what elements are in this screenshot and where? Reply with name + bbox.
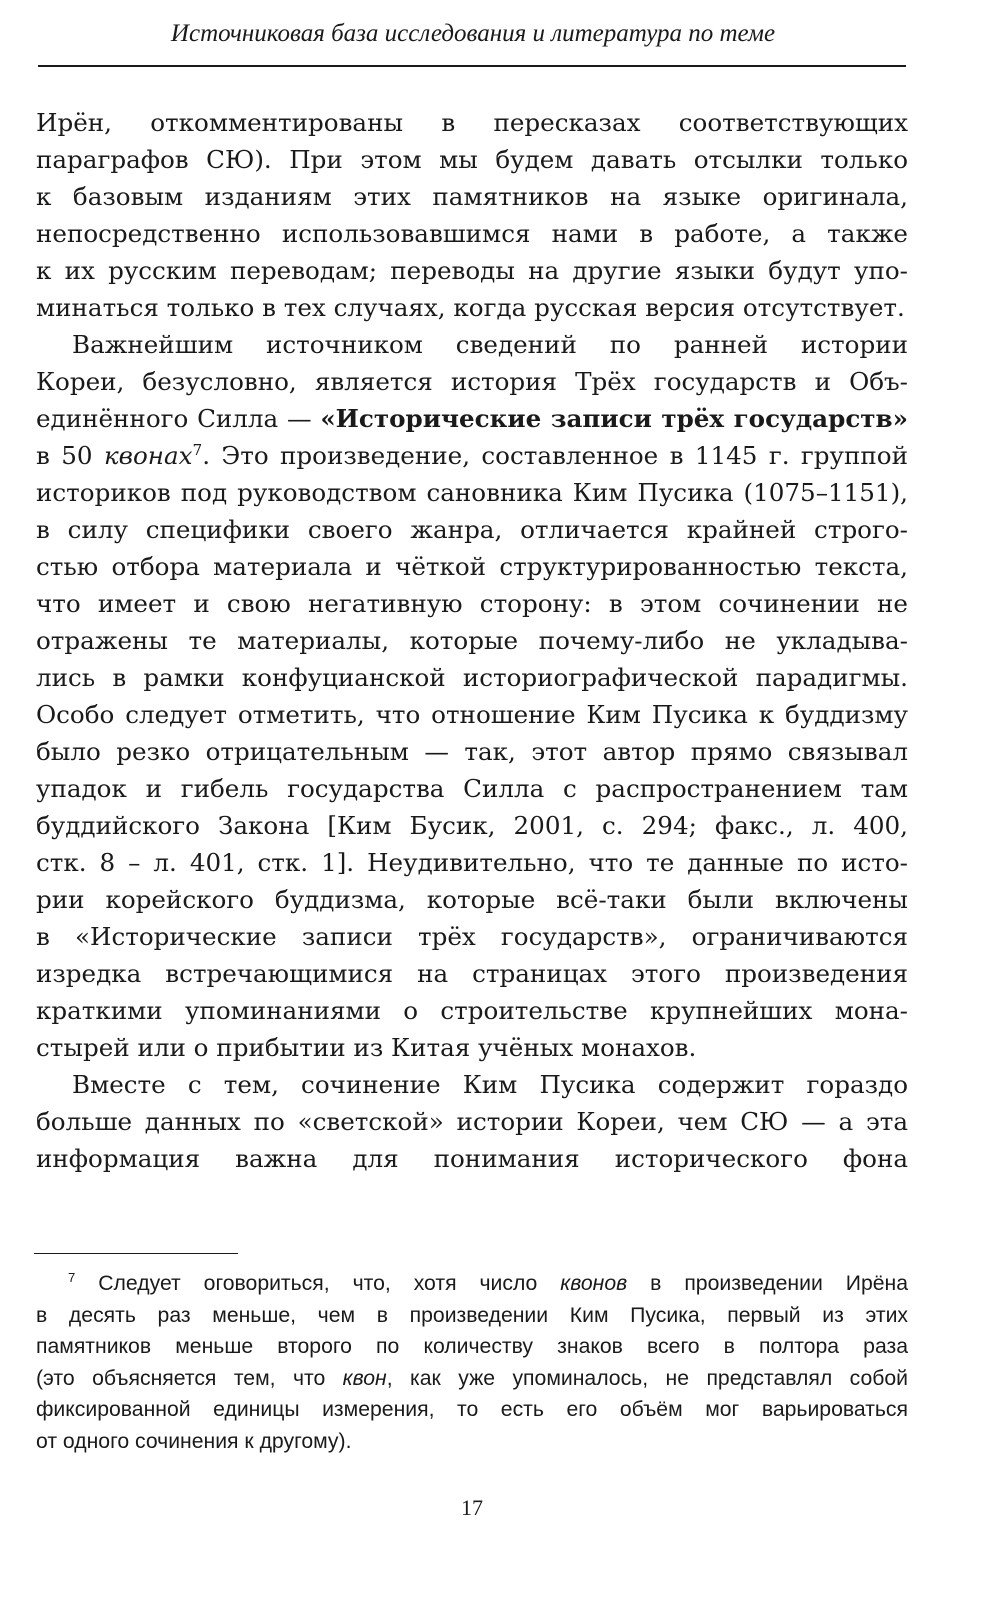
text-fragment: Следует оговориться, что, хотя число	[75, 1272, 561, 1295]
text-line: отражены те материалы, которые почему-либо не укладыва-	[36, 626, 908, 655]
paragraph-3	[36, 1066, 908, 1177]
footnote-marker: 7	[68, 1269, 76, 1285]
text-line: что имеет и свою негативную сторону: в этом сочинении не	[36, 589, 908, 618]
running-head: Источниковая база исследования и литература по теме	[170, 20, 776, 47]
text-fragment: (это объясняется тем, что	[36, 1366, 343, 1390]
footnote-reference: 7	[192, 440, 203, 459]
text-line: параграфов СЮ). При этом мы будем давать отсылки только	[36, 145, 908, 174]
bold-title: «Исторические записи трёх государств»	[320, 404, 908, 433]
text-line: лись в рамки конфуцианской историографической парадигмы.	[36, 663, 908, 692]
text-line	[36, 400, 908, 437]
text-fragment: . Это произведение, составленное в 1145 г. группой	[202, 441, 908, 470]
text-line: изредка встречающимися на страницах этого произведения	[36, 959, 908, 988]
footnote	[36, 1268, 908, 1457]
text-line: к базовым изданиям этих памятников на языке оригинала,	[36, 182, 908, 211]
text-line: Вместе с тем, сочинение Ким Пусика содержит гораздо	[72, 1070, 908, 1099]
text-line: буддийского Закона [Ким Бусик, 2001, с. 294; факс., л. 400,	[36, 811, 908, 840]
footnote-line: в десять раз меньше, чем в произведении Ким Пусика, первый из этих	[36, 1303, 908, 1327]
text-line: в «Исторические записи трёх государств», ограничиваются	[36, 922, 908, 951]
footnote-line: от одного сочинения к другому).	[36, 1429, 352, 1453]
text-line: Ирён, откомментированы в пересказах соответствующих	[36, 108, 908, 137]
text-line: стырей или о прибытии из Китая учёных монахов.	[36, 1033, 697, 1062]
header-rule	[38, 65, 906, 67]
text-fragment: единённого Силла —	[36, 404, 321, 433]
text-fragment: в 50	[36, 441, 104, 470]
text-line: непосредственно использовавшимся нами в работе, а также	[36, 219, 908, 248]
text-line: упадок и гибель государства Силла с распространением там	[36, 774, 908, 803]
text-line: минаться только в тех случаях, когда русская версия отсутствует.	[36, 293, 905, 322]
text-line: Важнейшим источником сведений по ранней истории	[72, 330, 908, 359]
text-fragment: , как уже упоминалось, не представлял собой	[386, 1366, 908, 1390]
text-line: краткими упоминаниями о строительстве крупнейших мона-	[36, 996, 908, 1025]
text-line: Кореи, безусловно, является история Трёх государств и Объ-	[36, 367, 908, 396]
italic-term: квонов	[560, 1272, 628, 1295]
text-line: стк. 8 – л. 401, стк. 1]. Неудивительно, что те данные по исто-	[36, 848, 908, 877]
paragraph-1	[36, 104, 908, 326]
text-line: в силу специфики своего жанра, отличается крайней строго-	[36, 515, 908, 544]
text-line: стью отбора материала и чёткой структурированностью текста,	[36, 552, 908, 581]
text-line: больше данных по «светской» истории Кореи, чем СЮ — а эта	[36, 1107, 908, 1136]
paragraph-2	[36, 326, 908, 1066]
italic-term: квонах	[103, 441, 193, 470]
text-line: к их русским переводам; переводы на другие языки будут упо-	[36, 256, 908, 285]
main-text	[36, 104, 908, 1177]
text-line: историков под руководством сановника Ким Пусика (1075–1151),	[36, 478, 908, 507]
footnote-rule	[34, 1253, 238, 1254]
footnote-line	[36, 1268, 908, 1300]
text-fragment: в произведении Ирёна	[627, 1272, 908, 1295]
text-line: информация важна для понимания исторического фона	[36, 1144, 908, 1173]
footnote-line: фиксированной единицы измерения, то есть его объём мог варьироваться	[36, 1398, 908, 1421]
text-line: рии корейского буддизма, которые всё-таки были включены	[36, 885, 908, 914]
footnote-line: памятников меньше второго по количеству знаков всего в полтора раза	[36, 1335, 908, 1358]
italic-term: квон	[342, 1366, 387, 1390]
text-line	[36, 437, 908, 474]
footnote-line	[36, 1363, 908, 1395]
text-line: Особо следует отметить, что отношение Ким Пусика к буддизму	[36, 700, 908, 729]
page-number: 17	[461, 1495, 483, 1520]
text-line: было резко отрицательным — так, этот автор прямо связывал	[36, 737, 908, 766]
